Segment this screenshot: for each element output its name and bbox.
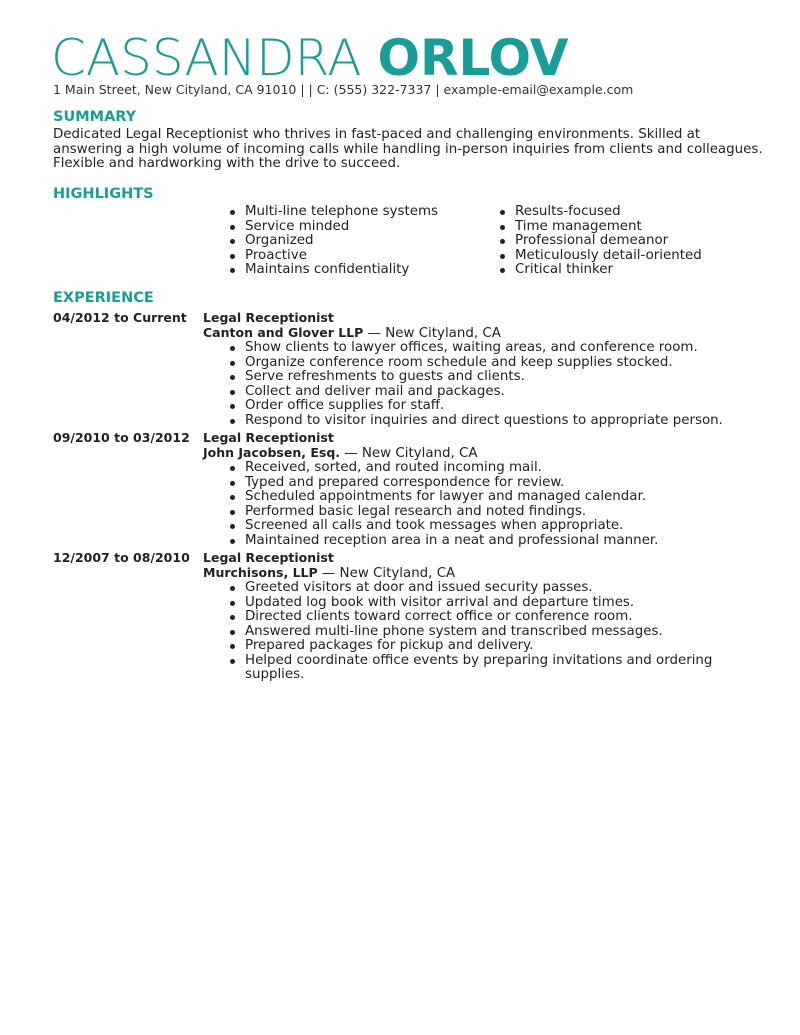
job-bullet: Show clients to lawyer offices, waiting areas, and conference room.: [230, 341, 763, 356]
job-title: Legal Receptionist: [203, 310, 334, 325]
highlight-item: Service minded: [230, 220, 438, 235]
job-bullet: Organize conference room schedule and keep supplies stocked.: [230, 356, 763, 371]
highlight-item: Time management: [500, 220, 702, 235]
job-bullet: Answered multi-line phone system and transcribed messages.: [230, 625, 763, 640]
experience-heading: EXPERIENCE: [53, 290, 154, 306]
highlights-heading: HIGHLIGHTS: [53, 186, 154, 202]
job-bullets: [230, 461, 763, 548]
highlight-item: Organized: [230, 234, 438, 249]
summary-heading: SUMMARY: [53, 109, 137, 125]
job-location: — New Cityland, CA: [317, 565, 456, 581]
highlight-item: Critical thinker: [500, 263, 702, 278]
candidate-name: [51, 28, 568, 88]
job-location: — New Cityland, CA: [363, 325, 501, 341]
job-title: Legal Receptionist: [203, 430, 334, 445]
job-company: [203, 326, 763, 342]
highlight-item: Results-focused: [500, 205, 702, 220]
job-bullet: Screened all calls and took messages when appropriate.: [230, 519, 763, 534]
highlight-item: Multi-line telephone systems: [230, 205, 438, 220]
highlight-item: Maintains confidentiality: [230, 263, 438, 278]
company-name: Canton and Glover LLP: [203, 324, 364, 340]
job-company: [203, 566, 763, 582]
job-bullet: Updated log book with visitor arrival and departure times.: [230, 596, 763, 611]
highlights-column-1: [230, 205, 438, 278]
highlight-item: Professional demeanor: [500, 234, 702, 249]
job-bullet: Greeted visitors at door and issued security passes.: [230, 581, 763, 596]
job-title: Legal Receptionist: [203, 550, 334, 565]
job-bullet: Maintained reception area in a neat and professional manner.: [230, 534, 763, 549]
job-bullets: [230, 581, 763, 683]
job-bullet: Received, sorted, and routed incoming mail.: [230, 461, 763, 476]
job-bullet: Scheduled appointments for lawyer and managed calendar.: [230, 490, 763, 505]
job-bullet: Typed and prepared correspondence for review.: [230, 476, 763, 491]
job-company: [203, 446, 763, 462]
highlight-item: Meticulously detail-oriented: [500, 249, 702, 264]
job-bullets: [230, 341, 763, 428]
job-dates: 09/2010 to 03/2012: [53, 430, 190, 445]
job-bullet: Respond to visitor inquiries and direct questions to appropriate person.: [230, 414, 763, 429]
job-bullet: Helped coordinate office events by preparing invitations and ordering supplies.: [230, 654, 763, 683]
contact-info: 1 Main Street, New Cityland, CA 91010 | | C: (555) 322-7337 | example-email@example.com: [53, 82, 634, 97]
job-bullet: Directed clients toward correct office or conference room.: [230, 610, 763, 625]
job-location: — New Cityland, CA: [340, 445, 478, 461]
job-bullet: Order office supplies for staff.: [230, 399, 763, 414]
job-bullet: Collect and deliver mail and packages.: [230, 385, 763, 400]
highlight-item: Proactive: [230, 249, 438, 264]
highlights-column-2: [500, 205, 702, 278]
last-name: ORLOV: [377, 29, 569, 87]
first-name: CASSANDRA: [51, 29, 362, 87]
company-name: Murchisons, LLP: [203, 564, 318, 580]
summary-text: Dedicated Legal Receptionist who thrives in fast-paced and challenging environments. Skilled at answering a high volume of incoming calls while handling in-person inquiries from clients and colleagues. Flexible and hardworking with the drive to succeed.: [53, 127, 763, 171]
job-bullet: Prepared packages for pickup and delivery.: [230, 639, 763, 654]
job-bullet: Performed basic legal research and noted findings.: [230, 505, 763, 520]
job-dates: 12/2007 to 08/2010: [53, 550, 190, 565]
company-name: John Jacobsen, Esq.: [203, 444, 341, 460]
job-bullet: Serve refreshments to guests and clients.: [230, 370, 763, 385]
job-dates: 04/2012 to Current: [53, 310, 187, 325]
